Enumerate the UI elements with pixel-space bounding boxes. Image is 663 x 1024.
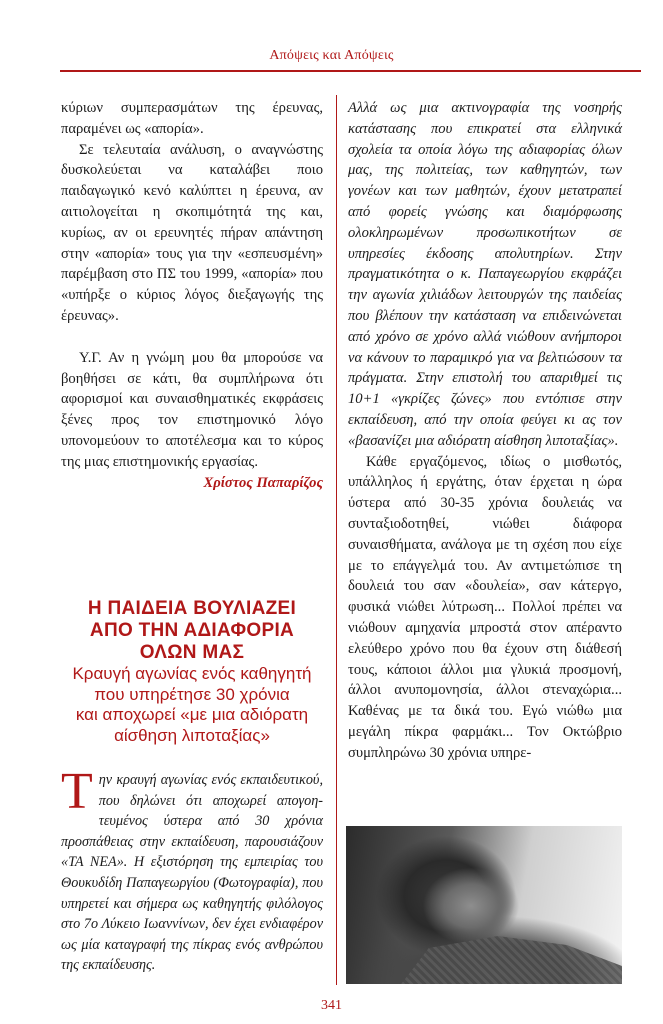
header-rule	[60, 70, 641, 72]
teacher-photo	[346, 826, 622, 984]
postscript-paragraph: Υ.Γ. Αν η γνώμη μου θα μπορούσε να βοηθήσει σε κάτι, θα συμπλήρωνα ότι αφορισμοί και συναισθηματικές εκφράσεις ξένες προς τον επιστημονικό λόγο υπονομεύουν το αποτέλεσμα και το κύρος της μιας επιστημονικής εργασίας.	[61, 349, 323, 470]
subhead-line-1: Κραυγή αγωνίας ενός καθηγητή	[72, 664, 312, 683]
photo-sweater-texture	[346, 924, 622, 984]
right-paragraph-2: Κάθε εργαζόμενος, ιδίως ο μισθωτός, υπάλληλος ή εργάτης, όταν έρχεται η ώρα ύστερα από 30-35 χρόνια δουλειάς να συνταξιοδοτηθεί, νιώθει διάφορα συναισθήματα, ανάλογα με τη σχέση που είχε με το επάγγελμά του. Αν αντιμετώπισε τη δουλειά του σαν «δουλεία», σαν κάτεργο, φυσικά νιώθει λύτρωση... Πολλοί πρέπει να νιώθουν αμηχανία μπροστά στον απέραντο ελεύθερο χρόνο που θα έχουν στη διάθεσή τους, κάποιοι άλλοι μια γλυκιά προσμονή, άλλοι ανυπομονησία, άλλοι στεναχώρια... Καθένας με τα δικά του. Εγώ νιώθω μια μεγάλη πίκρα φαρμάκι... Τον Οκτώβριο συμπληρώνω 30 χρόνια υπηρε-	[348, 453, 622, 761]
page-number: 341	[321, 998, 342, 1013]
headline-line-1: Η ΠΑΙΔΕΙΑ ΒΟΥΛΙΑΖΕΙ	[87, 598, 297, 619]
lead-text: ην κραυγή αγωνίας ενός εκπαιδευτικού, που δηλώνει ότι αποχωρεί απογοη-τευμένος ύστερα από 30 χρόνια προσπάθειας στην εκπαίδευση, παρουσιάζουν «ΤΑ ΝΕΑ». Η εξιστόρηση της εμπειρίας του Θουκυδίδη Παπαγεωργίου (Φωτογραφία), που υπηρετεί και σήμερα ως καθηγητής φιλόλογος στο 7ο Λύκειο Ιωαννίνων, δεν έχει ενδιαφέρον ως μία καταγραφή της πίκρας ενός ανθρώπου της εκπαίδευσης.	[61, 772, 323, 974]
article-lead	[61, 763, 323, 976]
author-signature: Χρίστος Παπαρίζος	[203, 474, 323, 491]
subhead-line-4: αίσθηση λιποταξίας»	[114, 725, 270, 745]
left-column	[61, 98, 323, 493]
running-head: Απόψεις και Απόψεις	[269, 48, 394, 63]
column-divider	[336, 95, 337, 985]
left-paragraph-2: Σε τελευταία ανάλυση, ο αναγνώστης δυσκολεύεται να καταλάβει ποιο παιδαγωγικό κενό καλύπτει η έρευνα, αν αιτιολογείται η σκοπιμότητά της και, κυρίως, αν οι ερευνητές πήραν απάντηση στην «απορία» τους για την «εσπευσμένη» παρέμβαση στο ΠΣ του 1999, «απορία» που «υπήρξε ο κύριος λόγος διεξαγωγής της έρευνας».	[61, 141, 323, 324]
article-subheadline	[60, 664, 324, 746]
right-column	[348, 98, 622, 764]
drop-cap: Τ	[61, 763, 93, 820]
article-headline	[60, 598, 324, 664]
subhead-line-3: και αποχωρεί «με μια αδιόρατη	[75, 705, 309, 724]
right-paragraph-1: Αλλά ως μια ακτινογραφία της νοσηρής κατάστασης που επικρατεί στα ελληνικά σχολεία τα οποία λόγω της αδιαφορίας όλων μας, της πολιτείας, των καθηγητών, των γονέων και των μαθητών, έχουν μετατραπεί από φορείς γνώσης και διαμόρφωσης ολοκληρωμένων προσωπικοτήτων σε υπηρεσίες έκδοσης απολυτηρίων. Στην πραγματικότητα ο κ. Παπαγεωργίου εκφράζει την αγωνία χιλιάδων λειτουργών της παιδείας που βλέπουν την κατάσταση να επιδεινώνεται από χρόνο σε χρόνο αλλά νιώθουν ανήμποροι να κάνουν το παραμικρό για να βελτιώσουν τα πράγματα. Στην επιστολή του απαριθμεί τις 10+1 «γκρίζες ζώνες» που εντόπισε στην εκπαίδευση, από την οποία φεύγει κι ας τον «βασανίζει μια αδιόρατη αίσθηση λιποταξίας».	[348, 100, 622, 449]
headline-line-2: ΑΠΟ ΤΗΝ ΑΔΙΑΦΟΡΙΑ	[89, 620, 295, 641]
left-paragraph-1: κύριων συμπερασμάτων της έρευνας, παραμένει ως «απορία».	[61, 100, 323, 137]
headline-line-3: ΟΛΩΝ ΜΑΣ	[139, 642, 245, 663]
subhead-line-2: που υπηρέτησε 30 χρόνια	[94, 684, 290, 704]
paragraph-gap	[61, 327, 323, 348]
